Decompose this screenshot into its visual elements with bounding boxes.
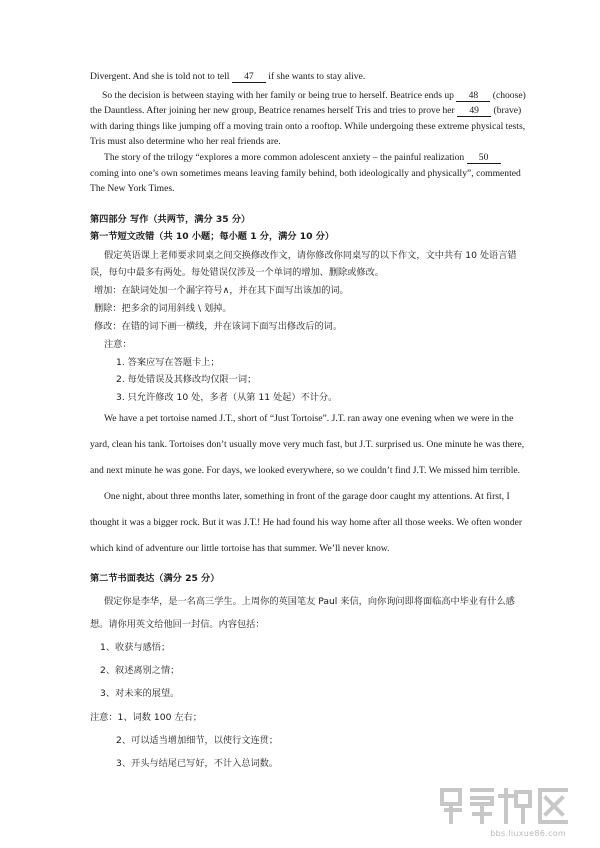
essay-line-5: thought it was a bigger rock. But it was J.T.! He had found his way home after all those weeks. We often wonder — [90, 517, 523, 528]
reading-line-2: So the decision is between staying with her family or being true to herself. Beatrice ends up 48 (choose) — [102, 90, 526, 101]
note-item-3: 3、开头与结尾已写好，不计入总词数。 — [116, 758, 279, 769]
notice-item-1: 1. 答案应写在答题卡上； — [116, 357, 220, 368]
section2-prompt-1: 假定你是李华，是一名高三学生。上周你的英国笔友 Paul 来信，向你询问即将面临高中毕业有什么感 — [104, 596, 515, 607]
watermark-url: bbs.liuxue86.com — [490, 829, 566, 838]
reading-line-8: The New York Times. — [90, 183, 175, 194]
reading-line-4: with daring things like jumping off a moving train onto a rooftop. While undergoing these extreme physical tests, — [90, 121, 526, 132]
content-item-2: 2、叙述离别之情； — [100, 665, 180, 676]
section1-intro-1: 假定英语课上老师要求同桌之间交换修改作文，请你修改你同桌写的以下作文，文中共有 10 处语言错 — [104, 250, 517, 261]
part4-heading: 第四部分 写作（共两节，满分 35 分） — [90, 214, 251, 225]
rule-add: 增加：在缺词处加一个漏字符号∧，并在其下面写出该加的词。 — [94, 285, 349, 296]
notice-item-3: 3. 只允许修改 10 处，多者（从第 11 处起）不计分。 — [116, 392, 338, 403]
content-item-1: 1、收获与感悟； — [100, 642, 171, 653]
section2-prompt-2: 想。请你用英文给他回一封信。内容包括： — [90, 619, 265, 630]
blank-47: 47 — [232, 71, 266, 83]
essay-line-6: which kind of adventure our little tortoise has that summer. We’ll never know. — [90, 543, 390, 554]
blank-49: 49 — [457, 105, 491, 117]
essay-line-3: and next minute he was gone. For days, we looked everywhere, so we couldn’t find J.T. We missed him terrible. — [90, 465, 521, 476]
essay-line-4: One night, about three months later, something in front of the garage door caught my attentions. At first, I — [104, 491, 510, 502]
site-watermark-logo — [434, 782, 574, 828]
section1-intro-2: 误，每句中最多有两处。每处错误仅涉及一个单词的增加、删除或修改。 — [90, 267, 384, 278]
section2-heading: 第二节书面表达（满分 25 分） — [90, 573, 220, 584]
reading-line-1: Divergent. And she is told not to tell 47 if she wants to stay alive. — [90, 71, 366, 82]
reading-line-5: Tris must also determine who her real friends are. — [90, 136, 281, 147]
content-item-3: 3、对未来的展望。 — [100, 688, 180, 699]
reading-line-7: coming into one’s own sometimes means leaving family behind, both ideologically and physically”, commented — [90, 168, 521, 179]
essay-line-2: yard, clean his tank. Tortoises don’t usually move very much fast, but J.T. surprised us. One minute he was there, — [90, 439, 525, 450]
rule-modify: 修改：在错的词下画一横线，并在该词下面写出修改后的词。 — [94, 321, 343, 332]
rule-delete: 删除：把多余的词用斜线 \ 划掉。 — [94, 303, 232, 314]
blank-50: 50 — [467, 152, 501, 164]
notice-label: 注意： — [104, 339, 132, 350]
reading-line-6: The story of the trilogy “explores a more common adolescent anxiety – the painful realization 50 — [104, 151, 520, 164]
blank-48: 48 — [456, 90, 490, 102]
essay-line-1: We have a pet tortoise named J.T., short of “Just Tortoise”. J.T. ran away one evening when we were in the — [104, 413, 514, 424]
notice-item-2: 2. 每处错误及其修改均仅限一词； — [116, 374, 257, 385]
reading-line-3: the Dauntless. After joining her new group, Beatrice renames herself Tris and tries to prove her 49 (brave) — [90, 105, 522, 116]
note-item-1: 注意：1、词数 100 左右； — [90, 712, 202, 723]
note-item-2: 2、可以适当增加细节，以使行文连贯； — [116, 735, 279, 746]
section1-heading: 第一节短文改错（共 10 小题；每小题 1 分，满分 10 分） — [90, 231, 335, 242]
